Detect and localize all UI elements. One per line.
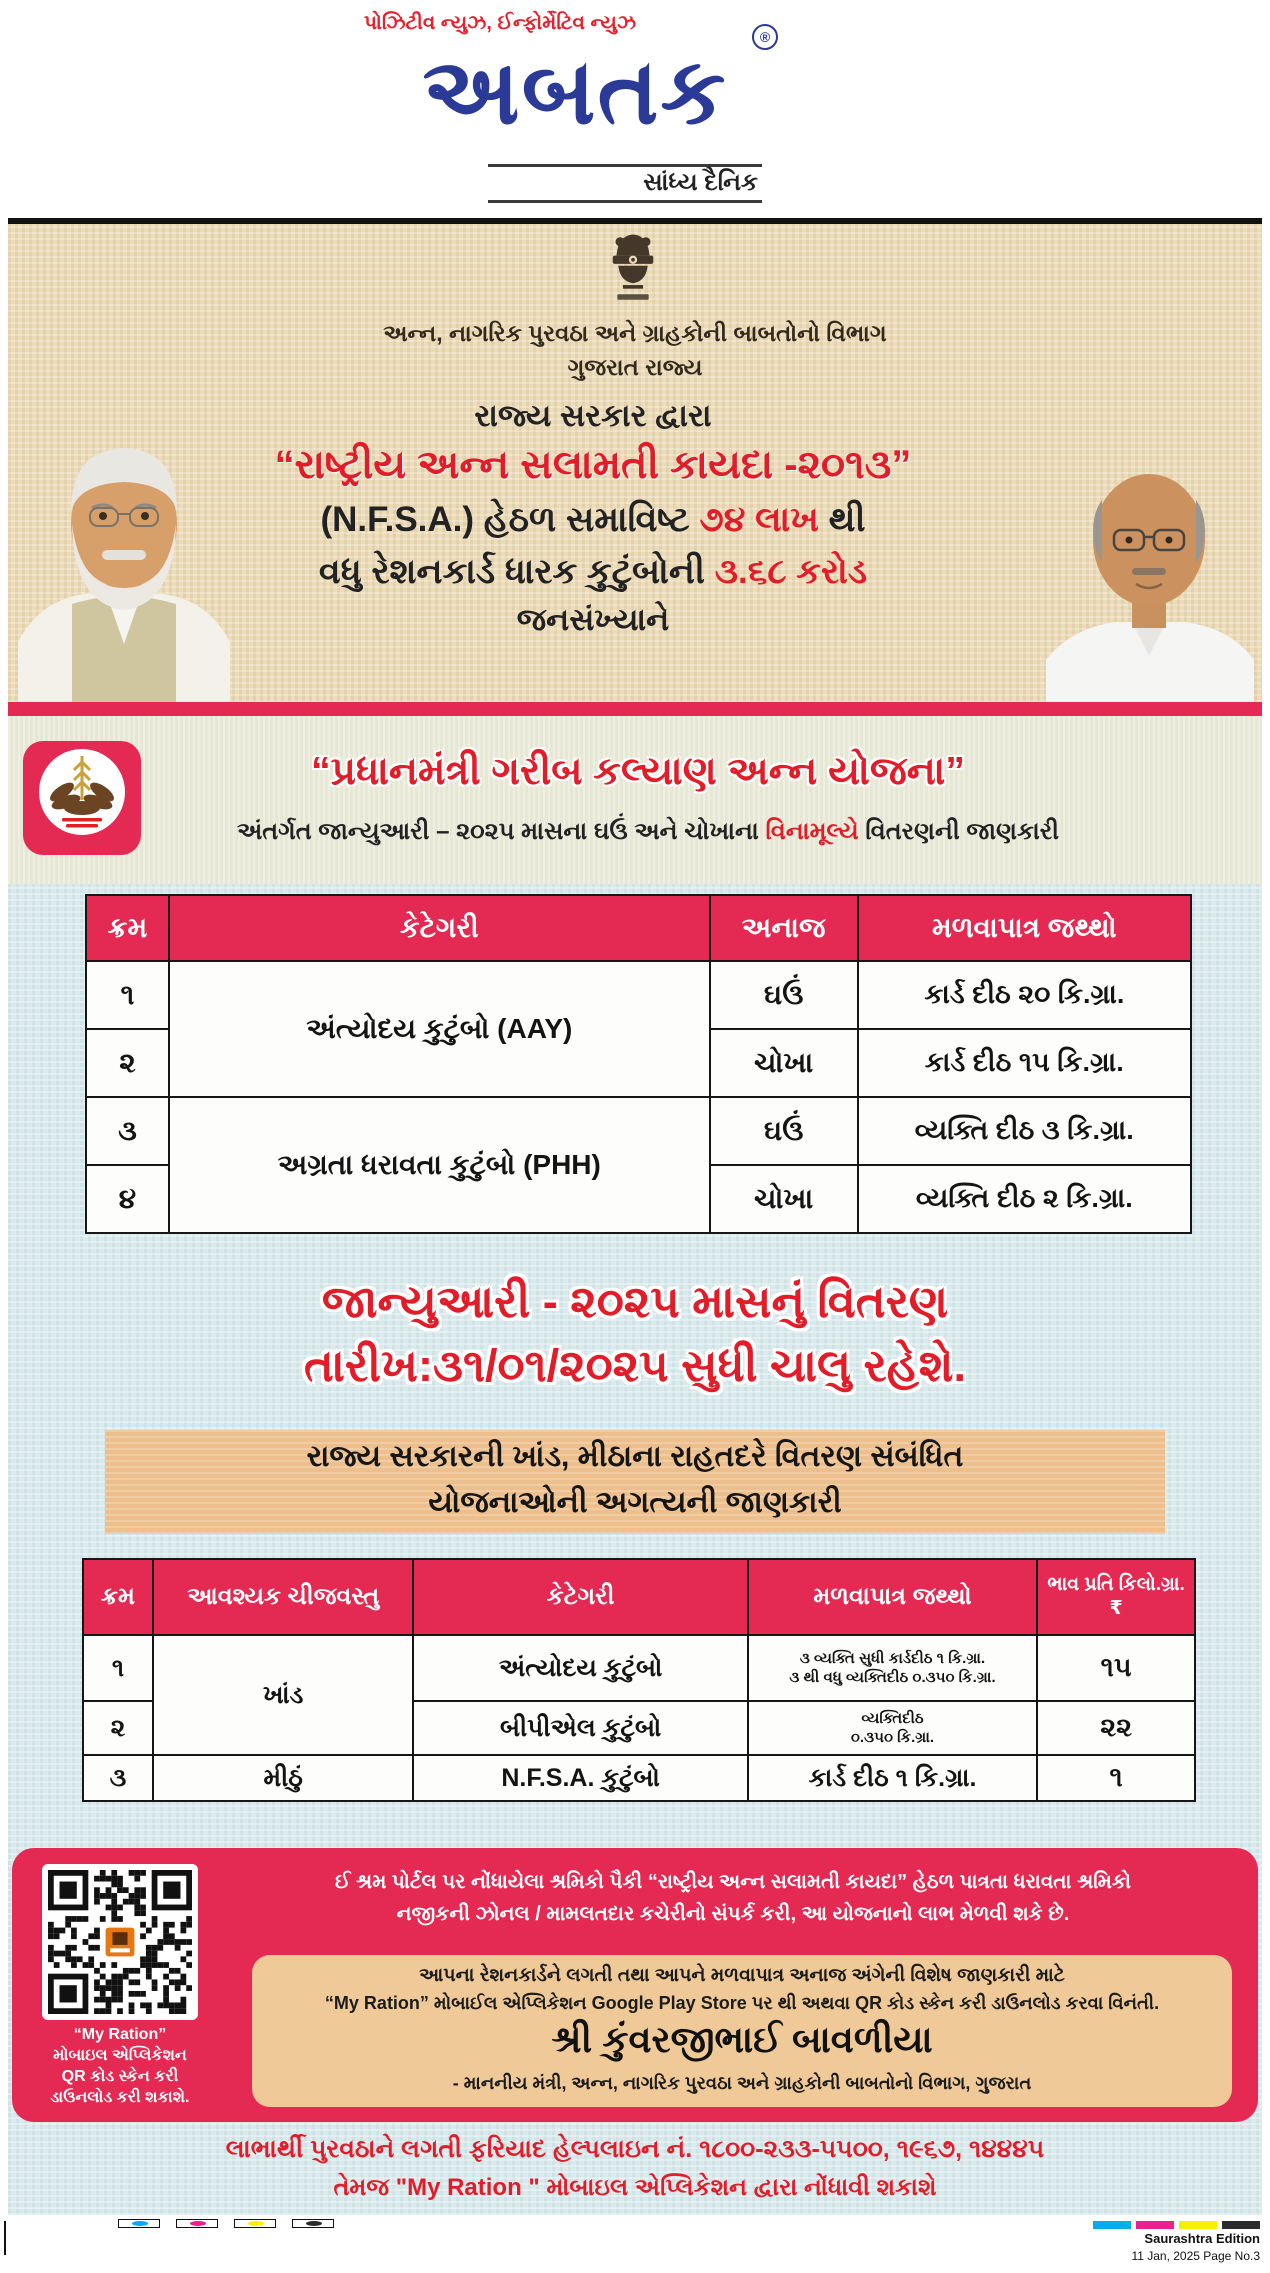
table-row [86, 1097, 1191, 1165]
col-quantity: મળવાપાત્ર જથ્થો [748, 1559, 1037, 1635]
distribution-notice-line-1: જાન્યુઆરી - ૨૦૨૫ માસનું વિતરણ [321, 1276, 949, 1327]
free-of-cost-highlight: વિનામૂલ્યે [765, 818, 859, 845]
quantity-cell: કાર્ડ દીઠ ૧૫ કિ.ગ્રા. [858, 1029, 1191, 1097]
registration-mark-yellow [234, 2219, 276, 2228]
newspaper-logo: અબતક [422, 41, 728, 143]
subsidy-heading-line-2: યોજનાઓની અગત્યની જાણકારી [428, 1486, 842, 1519]
subsidy-heading-line-1: રાજ્ય સરકારની ખાંડ, મીઠાના રાહતદરે વિતરણ સંબંધિત [306, 1440, 964, 1473]
body-section [8, 884, 1262, 2215]
registered-trademark-icon: ® [752, 24, 778, 50]
col-category: કેટેગરી [413, 1559, 747, 1635]
grain-cell: ચોખા [710, 1029, 858, 1097]
serial-cell: ૩ [86, 1097, 169, 1165]
grain-cell: ઘઉં [710, 1097, 858, 1165]
minister-designation: - માનનીય મંત્રી, અન્ન, નાગરિક પુરવઠા અને ગ્રાહકોની બાબતોનો વિભાગ, ગુજરાત [452, 2073, 1032, 2093]
announcement-line-3: (N.F.S.A.) હેઠળ સમાવિષ્ટ ૭૪ લાખ થી [320, 500, 866, 539]
minister-name: શ્રી કુંવરજીભાઈ બાવળીયા [551, 2019, 933, 2060]
commodity-cell-salt: મીઠું [153, 1755, 414, 1801]
masthead-tagline: પોઝિટીવ ન્યુઝ, ઈન્ફોર્મેટિવ ન્યુઝ [363, 12, 637, 34]
crimson-divider-band [8, 702, 1262, 716]
category-cell-phh: અગ્રતા ધરાવતા કુટુંબો (PHH) [169, 1097, 710, 1233]
price-cell: ૧૫ [1037, 1635, 1195, 1701]
masthead-subtitle: સાંધ્ય દૈનિક [488, 164, 762, 203]
price-cell: ૧ [1037, 1755, 1195, 1801]
announcement-line-5: જનસંખ્યાને [516, 602, 670, 637]
table-row [83, 1635, 1195, 1701]
department-name: અન્ન, નાગરિક પુરવઠા અને ગ્રાહકોની બાબતોનો વિભાગ [383, 320, 887, 346]
registration-mark-cyan [118, 2219, 160, 2228]
ration-app-info-line-2: “My Ration” મોબાઈલ એપ્લિકેશન Google Play Store પર થી અથવા QR કોડ સ્કેન કરી ડાઉનલોડ કરવા વિનંતી. [324, 1993, 1160, 2013]
serial-cell: ૨ [86, 1029, 169, 1097]
cmyk-color-bars [1093, 2221, 1260, 2229]
serial-cell: ૧ [83, 1635, 153, 1701]
col-serial: ક્રમ [86, 895, 169, 961]
table-header-row [83, 1559, 1195, 1635]
price-cell: ૨૨ [1037, 1701, 1195, 1755]
quantity-cell: ૩ વ્યક્તિ સુધી કાર્ડદીઠ ૧ કિ.ગ્રા. ૩ થી વધુ વ્યક્તિદીઠ ૦.૩૫૦ કિ.ગ્રા. [748, 1635, 1037, 1701]
pm-portrait [10, 392, 238, 702]
distribution-notice-line-2: તારીખ:૩૧/૦૧/૨૦૨૫ સુધી ચાલુ રહેશે. [304, 1340, 966, 1391]
category-cell: N.F.S.A. કુટુંબો [413, 1755, 747, 1801]
page-footer [0, 2215, 1270, 2273]
color-bar-black [1222, 2221, 1260, 2229]
date-page-label: 11 Jan, 2025 Page No.3 [1131, 2249, 1260, 2263]
col-serial: ક્રમ [83, 1559, 153, 1635]
sugar-salt-table [82, 1558, 1196, 1802]
col-category: કેટેગરી [169, 895, 710, 961]
col-quantity: મળવાપાત્ર જથ્થો [858, 895, 1191, 961]
color-bar-cyan [1093, 2221, 1131, 2229]
grain-entitlement-table [85, 894, 1192, 1234]
table-header-row [86, 895, 1191, 961]
serial-cell: ૨ [83, 1701, 153, 1755]
government-banner-section [8, 224, 1262, 702]
scheme-subtitle: અંતર્ગત જાન્યુઆરી – ૨૦૨૫ માસના ઘઉં અને ચોખાના વિનામૂલ્યે વિતરણની જાણકારી [236, 818, 1060, 845]
qr-code [42, 1864, 198, 2020]
serial-cell: ૪ [86, 1165, 169, 1233]
category-cell: બીપીએલ કુટુંબો [413, 1701, 747, 1755]
announcement-line-1: રાજ્ય સરકાર દ્વારા [474, 398, 712, 433]
quantity-cell: કાર્ડ દીઠ ૧ કિ.ગ્રા. [748, 1755, 1037, 1801]
quantity-cell: વ્યક્તિ દીઠ ૨ કિ.ગ્રા. [858, 1165, 1191, 1233]
helpline-line-2: તેમજ "My Ration " મોબાઇલ એપ્લિકેશન દ્વારા નોંધાવી શકાશે [333, 2174, 937, 2201]
scheme-title: “પ્રધાનમંત્રી ગરીબ કલ્યાણ અન્ન યોજના” [311, 750, 965, 793]
table-row [86, 961, 1191, 1029]
category-cell: અંત્યોદય કુટુંબો [413, 1635, 747, 1701]
color-bar-yellow [1179, 2221, 1217, 2229]
announcement-line-4: વધુ રેશનકાર્ડ ધારક કુટુંબોની ૩.૬૮ કરોડ [318, 552, 868, 591]
edition-label: Saurashtra Edition [1144, 2231, 1260, 2246]
print-registration-marks [118, 2219, 334, 2228]
minister-message-box [252, 1955, 1232, 2107]
registration-mark-magenta [176, 2219, 218, 2228]
serial-cell: ૩ [83, 1755, 153, 1801]
info-red-box [12, 1848, 1258, 2122]
col-price-per-kg: ભાવ પ્રતિ કિલો.ગ્રા.₹ [1037, 1559, 1195, 1635]
shram-portal-notice: ઈ શ્રમ પોર્ટલ પર નોંધાયેલા શ્રમિકો પૈકી “રાષ્ટ્રીય અન્ન સલામતી કાયદા” હેઠળ પાત્રતા ધરાવતા શ્રમિકો નજીકની ઝોનલ / મામલતદાર કચેરીનો સંપર્ક કરી, આ યોજનાનો લાભ મેળવી શકે છે. [334, 1871, 1132, 1925]
subsidy-heading-band [105, 1430, 1165, 1534]
ration-app-info-line-1: આપના રેશનકાર્ડને લગતી તથા આપને મળવાપાત્ર અનાજ અંગેની વિશેષ જાણકારી માટે [419, 1965, 1065, 1986]
helpline-line-1: લાભાર્થી પુરવઠાને લગતી ફરિયાદ હેલ્પલાઇન નં. ૧૮૦૦-૨૩૩-૫૫૦૦, ૧૯૬૭, ૧૪૪૪૫ [225, 2135, 1045, 2163]
serial-cell: ૧ [86, 961, 169, 1029]
grain-cell: ઘઉં [710, 961, 858, 1029]
category-cell-aay: અંત્યોદય કુટુંબો (AAY) [169, 961, 710, 1097]
state-name: ગુજરાત રાજ્ય [567, 354, 703, 380]
quantity-cell: વ્યક્તિદીઠ ૦.૩૫૦ કિ.ગ્રા. [748, 1701, 1037, 1755]
announcement-block [243, 396, 943, 639]
col-commodity: આવશ્યક ચીજવસ્તુ [153, 1559, 414, 1635]
crore-count-highlight: ૩.૬૮ કરોડ [714, 552, 868, 591]
qr-caption: “My Ration” મોબાઇલ એપ્લિકેશન QR કોડ સ્કેન કરી ડાઉનલોડ કરી શકાશે. [50, 2026, 190, 2106]
color-bar-magenta [1136, 2221, 1174, 2229]
ashoka-emblem-icon [602, 228, 664, 320]
scheme-title-section [8, 716, 1262, 884]
print-crop-mark [4, 2221, 6, 2255]
quantity-cell: વ્યક્તિ દીઠ ૩ કિ.ગ્રા. [858, 1097, 1191, 1165]
grain-cell: ચોખા [710, 1165, 858, 1233]
col-grain: અનાજ [710, 895, 858, 961]
cm-portrait [1036, 442, 1262, 702]
commodity-cell-sugar: ખાંડ [153, 1635, 414, 1755]
masthead [0, 0, 1270, 218]
table-row [83, 1755, 1195, 1801]
registration-mark-black [292, 2219, 334, 2228]
lakh-count-highlight: ૭૪ લાખ [699, 500, 819, 539]
quantity-cell: કાર્ડ દીઠ ૨૦ કિ.ગ્રા. [858, 961, 1191, 1029]
announcement-act-title: “રાષ્ટ્રીય અન્ન સલામતી કાયદા -૨૦૧૩” [274, 443, 912, 487]
